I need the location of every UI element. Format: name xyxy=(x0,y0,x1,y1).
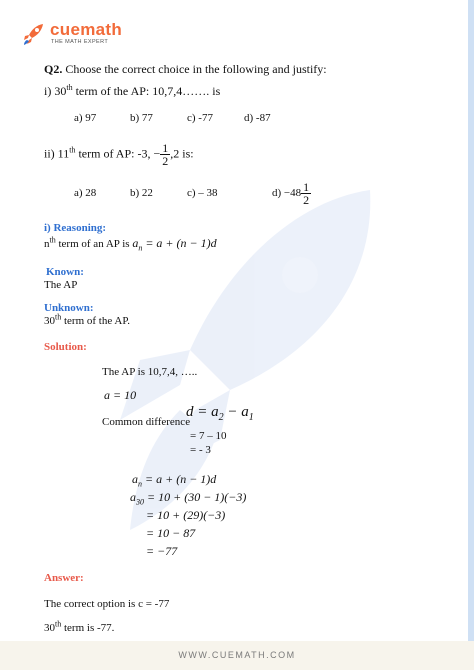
question-label: Q2. xyxy=(44,62,63,76)
footer-bar xyxy=(0,641,474,670)
answer-term-line: 30th term is -77. xyxy=(44,619,115,634)
footer-url[interactable]: WWW.CUEMATH.COM xyxy=(178,650,296,660)
d-formula: $d = a_2 - a_1$ xyxy=(186,404,254,423)
solution-ap-line: The AP is 10,7,4, ….. xyxy=(102,366,198,378)
part-ii-option-a: a) 28 xyxy=(74,187,97,199)
solution-step-4: = −77 xyxy=(146,544,178,558)
solution-heading: Solution: xyxy=(44,341,87,353)
part-ii-statement: ii) 11th term of AP: -3, − $\frac{1}{2}$ ,2 is: xyxy=(44,141,194,168)
solution-step-0: $a_n = a + (n - 1)d$ xyxy=(132,472,217,489)
brand-logo xyxy=(22,22,142,48)
d-step-2: = - 3 xyxy=(190,444,211,456)
known-text: The AP xyxy=(44,279,78,291)
known-heading: Known: xyxy=(46,266,84,278)
part-i-option-c: c) -77 xyxy=(187,112,213,124)
solution-a-value: a = 10 xyxy=(104,388,137,402)
part-ii-option-b: b) 22 xyxy=(130,187,153,199)
unknown-heading: Unknown: xyxy=(44,302,94,314)
answer-option-line: The correct option is c = -77 xyxy=(44,598,170,610)
question-text: Choose the correct choice in the following and justify: xyxy=(65,62,327,76)
part-ii-option-d: d) −48 $\frac{1}{2}$ xyxy=(272,179,310,207)
fraction-half: $\frac{1}{2}$ xyxy=(162,141,169,168)
answer-heading: Answer: xyxy=(44,572,84,584)
d-step-1: = 7 – 10 xyxy=(190,430,227,442)
solution-step-2: = 10 + (29)(−3) xyxy=(146,508,226,522)
part-ii-option-c: c) – 38 xyxy=(187,187,218,199)
unknown-text: 30th term of the AP. xyxy=(44,312,130,327)
right-edge-strip xyxy=(468,0,474,670)
brand-name: cuemath xyxy=(50,20,123,39)
part-i-statement: i) 30th term of the AP: 10,7,4……. is xyxy=(44,83,221,98)
reasoning-heading: i) Reasoning: xyxy=(44,222,107,234)
rocket-logo-icon xyxy=(22,22,46,46)
reasoning-text: $n^{th}$ term of an AP is $a_n = a + (n - 1)d$ xyxy=(44,235,217,253)
common-difference-label: Common difference xyxy=(102,416,191,428)
solution-step-1: $a_{30} = 10 + (30 - 1)(-3)$ xyxy=(130,490,247,507)
part-i-option-d: d) -87 xyxy=(244,112,271,124)
solution-step-3: = 10 − 87 xyxy=(146,526,196,540)
part-i-option-b: b) 77 xyxy=(130,112,153,124)
part-i-option-a: a) 97 xyxy=(74,112,97,124)
question-line xyxy=(44,62,327,77)
brand-tagline: THE MATH EXPERT xyxy=(51,39,109,45)
